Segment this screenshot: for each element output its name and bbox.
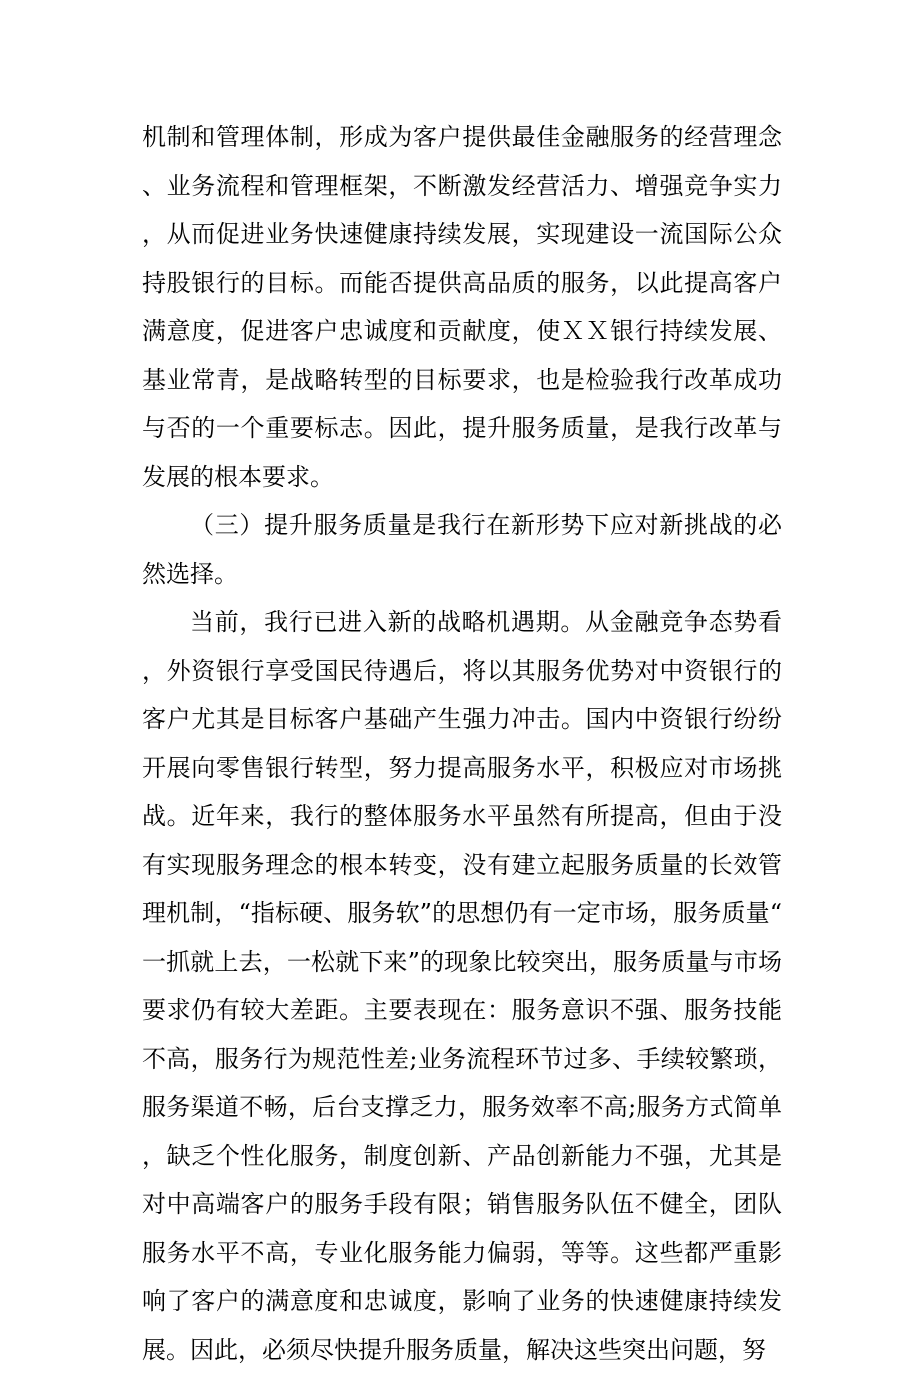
document-body (142, 113, 782, 1374)
paragraph-3: 当前，我行已进入新的战略机遇期。从金融竞争态势看，外资银行享受国民待遇后，将以其服务优势对中资银行的客户尤其是目标客户基础产生强力冲击。国内中资银行纷纷开展向零售银行转型，努力提高服务水平，积极应对市场挑战。近年来，我行的整体服务水平虽然有所提高，但由于没有实现服务理念的根本转变，没有建立起服务质量的长效管理机制，“指标硬、服务软”的思想仍有一定市场，服务质量“一抓就上去，一松就下来”的现象比较突出，服务质量与市场要求仍有较大差距。主要表现在：服务意识不强、服务技能不高，服务行为规范性差;业务流程环节过多、手续较繁琐，服务渠道不畅，后台支撑乏力，服务效率不高;服务方式简单，缺乏个性化服务，制度创新、产品创新能力不强，尤其是对中高端客户的服务手段有限；销售服务队伍不健全，团队服务水平不高，专业化服务能力偏弱，等等。这些都严重影响了客户的满意度和忠诚度，影响了业务的快速健康持续发展。因此，必须尽快提升服务质量，解决这些突出问题，努 (142, 608, 782, 1364)
paragraph-2-section-heading: （三）提升服务质量是我行在新形势下应对新挑战的必然选择。 (142, 511, 782, 588)
paragraph-1: 机制和管理体制，形成为客户提供最佳金融服务的经营理念、业务流程和管理框架，不断激发经营活力、增强竞争实力，从而促进业务快速健康持续发展，实现建设一流国际公众持股银行的目标。而能否提供高品质的服务，以此提高客户满意度，促进客户忠诚度和贡献度，使ＸＸ银行持续发展、基业常青，是战略转型的目标要求，也是检验我行改革成功与否的一个重要标志。因此，提升服务质量，是我行改革与发展的根本要求。 (142, 123, 782, 491)
